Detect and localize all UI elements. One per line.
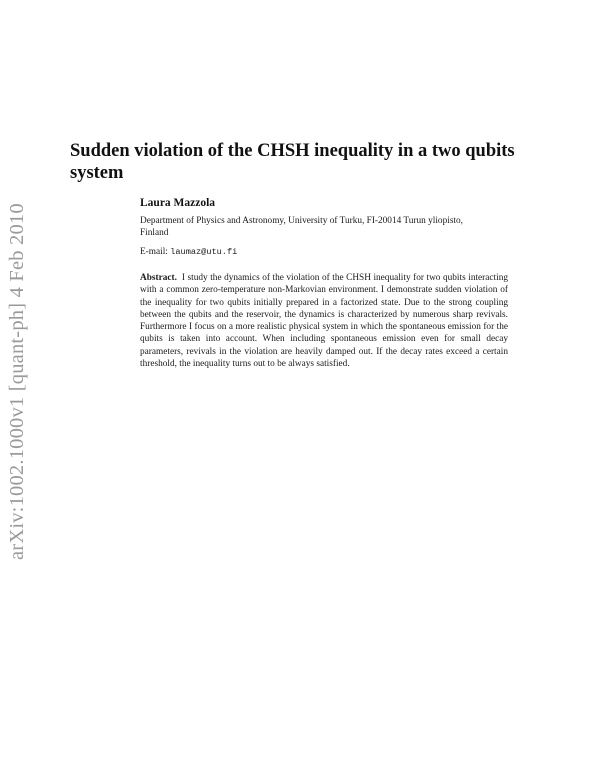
email-address: laumaz@utu.fi xyxy=(170,247,238,257)
author-affiliation: Department of Physics and Astronomy, University of Turku, FI-20014 Turun yliopisto, Finland xyxy=(140,216,463,238)
abstract-text: I study the dynamics of the violation of the CHSH inequality for two qubits interacting with a common zero-temperature non-Markovian environment. I demonstrate sudden violation of the inequality for two qubits initially prepared in a factorized state. Due to the strong coupling between the qubits and the reservoir, the dynamics is characterized by numerous sharp revivals. Furthermore I focus on a more realistic physical system in which the spontaneous emission for the qubits is taken into account. When including spontaneous emission even for small decay parameters, revivals in the violation are heavily damped out. If the decay rates exceed a certain threshold, the inequality turns out to be always satisfied. xyxy=(140,273,508,370)
author-email xyxy=(140,247,237,257)
email-label: E-mail: xyxy=(140,247,171,257)
author-name: Laura Mazzola xyxy=(140,197,216,209)
abstract-heading: Abstract. xyxy=(140,273,177,283)
arxiv-identifier-stamp: arXiv:1002.1000v1 [quant-ph] 4 Feb 2010 xyxy=(6,203,28,560)
abstract xyxy=(140,272,508,370)
paper-title: Sudden violation of the CHSH inequality in a two qubits system xyxy=(70,141,515,183)
